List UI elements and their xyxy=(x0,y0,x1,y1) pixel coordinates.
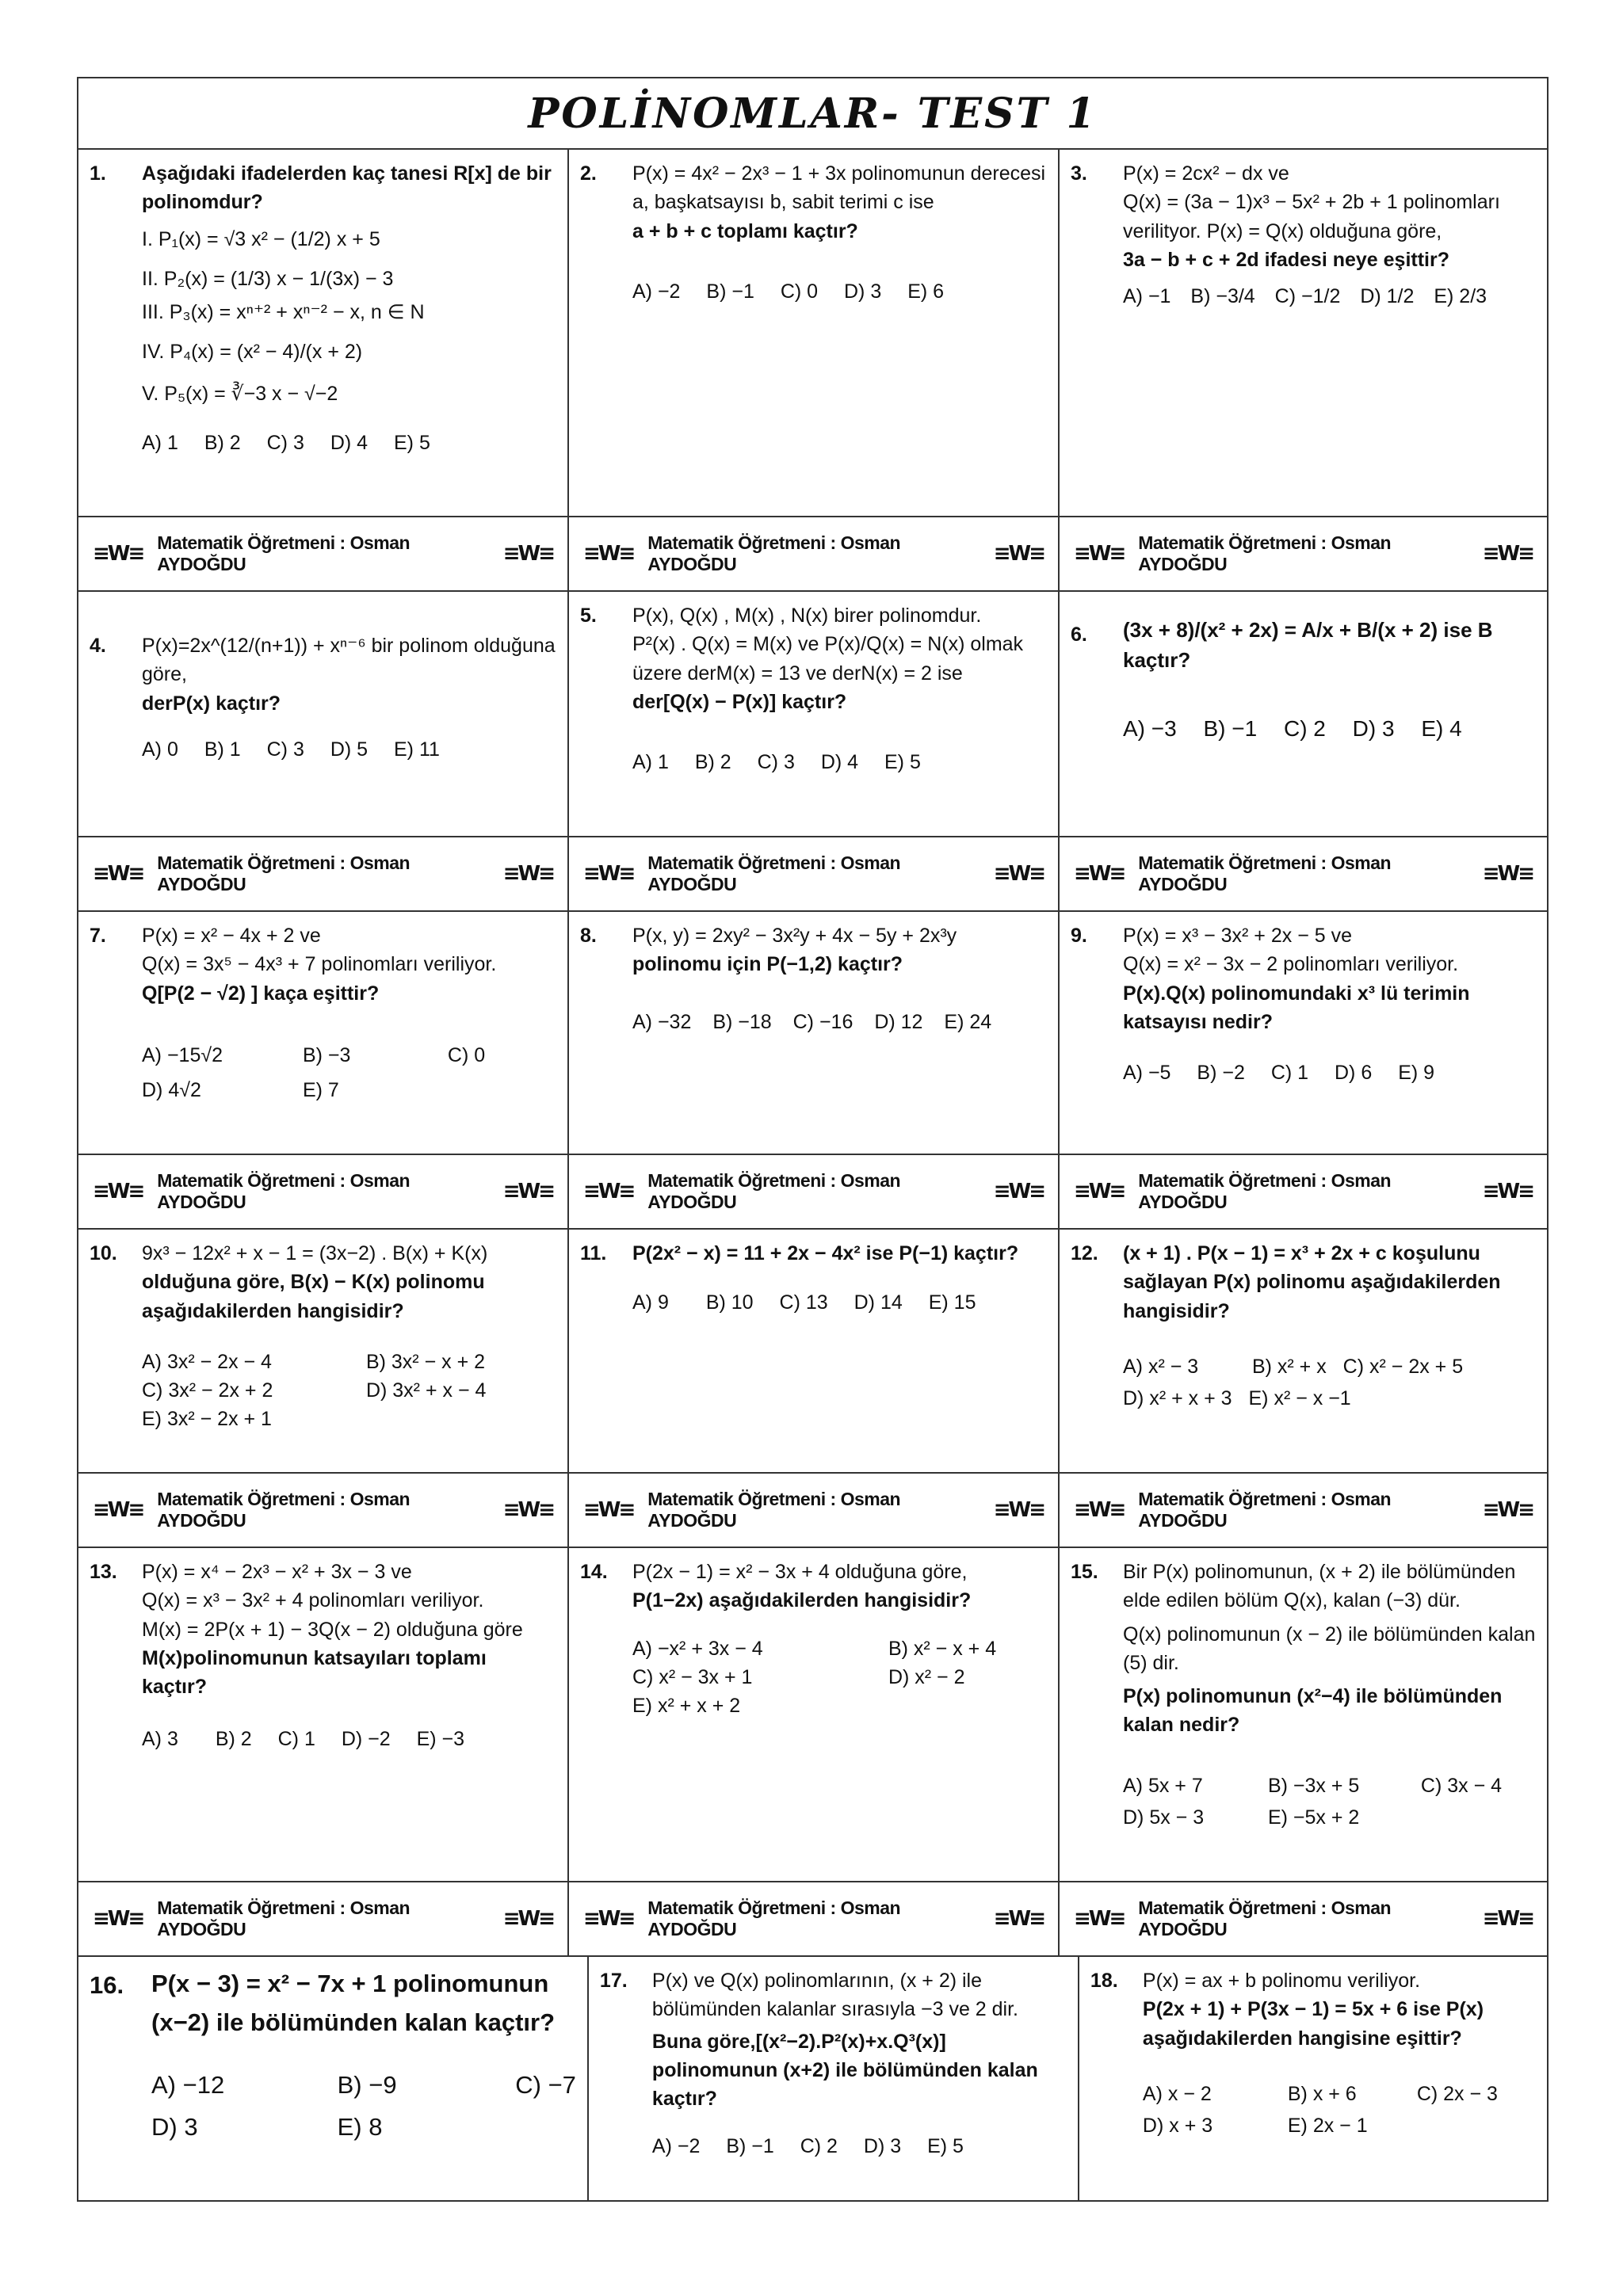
question-prompt: P(x).Q(x) polinomundaki x³ lü terimin katsayısı nedir? xyxy=(1123,982,1470,1033)
option-b[interactable]: B) −1 xyxy=(1203,716,1258,742)
wing-icon: ≡W≡ xyxy=(502,1907,553,1931)
wing-icon: ≡W≡ xyxy=(93,1180,143,1203)
question-text: P(x) = x³ − 3x² + 2x − 5 ve xyxy=(1123,925,1353,947)
option-b[interactable]: B) 2 xyxy=(204,431,241,454)
option-c[interactable]: C) 3x² − 2x + 2 xyxy=(142,1379,273,1402)
question-text: üzere derM(x) = 13 ve derN(x) = 2 ise xyxy=(632,662,963,685)
option-e[interactable]: E) 4 xyxy=(1421,716,1462,742)
option-c[interactable]: C) −1/2 xyxy=(1274,285,1341,307)
question-number: 1. xyxy=(90,162,106,185)
option-e[interactable]: E) 3x² − 2x + 1 xyxy=(142,1408,272,1431)
wing-icon: ≡W≡ xyxy=(1482,1907,1533,1931)
answer-options xyxy=(632,277,1047,306)
question-10 xyxy=(78,1230,569,1472)
option-e[interactable]: E) x² + x + 2 xyxy=(632,1695,741,1717)
expression-line: V. P₅(x) = ∛−3 x − √−2 xyxy=(142,382,338,405)
wing-icon: ≡W≡ xyxy=(1482,542,1533,566)
option-e[interactable]: E) 15 xyxy=(928,1291,976,1314)
option-c[interactable]: C) 1 xyxy=(1270,1062,1309,1084)
footer-cell xyxy=(1060,1474,1547,1547)
option-b[interactable]: B) 10 xyxy=(705,1291,754,1314)
option-d[interactable]: D) 12 xyxy=(874,1010,923,1033)
wing-icon: ≡W≡ xyxy=(993,1907,1044,1931)
question-prompt: P(x) polinomunun (x²−4) ile bölümünden kalan nedir? xyxy=(1123,1685,1503,1737)
footer-band-2 xyxy=(78,836,1547,912)
question-prompt: Q[P(2 − √2) ] kaça eşittir? xyxy=(142,982,380,1005)
wing-icon: ≡W≡ xyxy=(1074,1180,1125,1203)
question-9 xyxy=(1060,912,1547,1154)
option-b[interactable]: B) −3x + 5 xyxy=(1267,1774,1360,1797)
question-prompt: P(2x + 1) + P(3x − 1) = 5x + 6 ise P(x) aşağıdakilerden hangisine eşittir? xyxy=(1142,1998,1484,2050)
footer-band-3 xyxy=(78,1154,1547,1230)
answer-options xyxy=(632,1691,1047,1720)
footer-cell xyxy=(78,1155,569,1228)
wing-icon: ≡W≡ xyxy=(583,1180,634,1203)
footer-label: Matematik Öğretmeni : Osman AYDOĞDU xyxy=(157,532,411,574)
question-text: P(x) ve Q(x) polinomlarının, (x + 2) ile bölümünden kalanlar sırasıyla −3 ve 2 dir. xyxy=(651,1970,1018,2021)
expression-line: IV. P₄(x) = (x² − 4)/(x + 2) xyxy=(142,341,363,364)
question-number: 6. xyxy=(1071,624,1087,646)
answer-options xyxy=(632,1008,1047,1036)
option-d[interactable]: D) 3 xyxy=(1352,716,1395,742)
wing-icon: ≡W≡ xyxy=(1074,1498,1125,1522)
option-d[interactable]: D) 14 xyxy=(854,1291,903,1314)
answer-options xyxy=(1143,2111,1536,2140)
question-row-5 xyxy=(78,1548,1547,1881)
option-b[interactable]: B) 2 xyxy=(215,1728,252,1751)
option-d[interactable]: D) −2 xyxy=(341,1728,391,1751)
footer-label: Matematik Öğretmeni : Osman AYDOĞDU xyxy=(647,532,901,574)
question-11 xyxy=(569,1230,1060,1472)
answer-options xyxy=(1123,1058,1536,1087)
footer-label: Matematik Öğretmeni : Osman AYDOĞDU xyxy=(647,1489,901,1531)
wing-icon: ≡W≡ xyxy=(1074,862,1125,886)
question-number: 5. xyxy=(580,605,597,627)
question-text: M(x) = 2P(x + 1) − 3Q(x − 2) olduğuna göre xyxy=(142,1618,523,1641)
wing-icon: ≡W≡ xyxy=(583,862,634,886)
question-prompt: 3a − b + c + 2d ifadesi neye eşittir? xyxy=(1123,248,1449,271)
question-12 xyxy=(1060,1230,1547,1472)
wing-icon: ≡W≡ xyxy=(502,542,553,566)
option-b[interactable]: B) 1 xyxy=(204,738,241,761)
option-c[interactable]: C) 3 xyxy=(757,751,795,773)
question-text: P(2x − 1) = x² − 3x + 4 olduğuna göre, xyxy=(632,1561,968,1583)
option-d[interactable]: D) 3 xyxy=(844,280,882,303)
option-b[interactable]: B) 3x² − x + 2 xyxy=(365,1350,486,1373)
question-text: P²(x) . Q(x) = M(x) ve P(x)/Q(x) = N(x) olmak xyxy=(632,633,1024,656)
footer-band-5 xyxy=(78,1881,1547,1957)
answer-options xyxy=(142,1725,556,1753)
page-title: POLİNOMLAR- TEST 1 xyxy=(78,78,1547,150)
option-d[interactable]: D) 1/2 xyxy=(1360,285,1415,307)
option-b[interactable]: B) x² − x + 4 xyxy=(888,1637,997,1660)
wing-icon: ≡W≡ xyxy=(993,1498,1044,1522)
option-c[interactable]: C) −16 xyxy=(792,1010,854,1033)
footer-cell xyxy=(1060,1882,1547,1955)
wing-icon: ≡W≡ xyxy=(993,1180,1044,1203)
answer-options xyxy=(142,1405,556,1433)
wing-icon: ≡W≡ xyxy=(502,1180,553,1203)
option-e[interactable]: E) 24 xyxy=(944,1010,992,1033)
option-a[interactable]: A) 3 xyxy=(142,1728,178,1751)
answer-options xyxy=(1123,282,1536,311)
option-b[interactable]: B) x² + x xyxy=(1251,1355,1327,1378)
question-number: 3. xyxy=(1071,162,1087,185)
option-d[interactable]: D) 3x² + x − 4 xyxy=(365,1379,487,1402)
question-text: P(x) = x² − 4x + 2 ve xyxy=(142,925,321,947)
footer-cell xyxy=(78,837,569,910)
option-e[interactable]: E) 8 xyxy=(337,2112,383,2141)
answer-options xyxy=(142,1076,556,1104)
footer-label: Matematik Öğretmeni : Osman AYDOĞDU xyxy=(1138,1897,1392,1939)
option-d[interactable]: D) 4 xyxy=(820,751,859,773)
option-a[interactable]: A) 0 xyxy=(142,738,178,761)
question-prompt: der[Q(x) − P(x)] kaçtır? xyxy=(632,690,847,713)
question-text: P(x), Q(x) , M(x) , N(x) birer polinomdur. xyxy=(632,605,982,627)
question-prompt: a + b + c toplamı kaçtır? xyxy=(632,219,858,242)
option-a[interactable]: A) −32 xyxy=(632,1010,692,1033)
question-text: P(x)=2x^(12/(n+1)) + xⁿ⁻⁶ bir polinom olduğuna göre, xyxy=(142,635,556,686)
option-c[interactable]: C) 1 xyxy=(277,1728,315,1751)
question-text: Q(x) = x² − 3x − 2 polinomları veriliyor. xyxy=(1123,953,1459,976)
question-16 xyxy=(78,1957,589,2200)
option-d[interactable]: D) 3 xyxy=(151,2112,198,2141)
wing-icon: ≡W≡ xyxy=(502,1498,553,1522)
option-b[interactable]: B) −1 xyxy=(706,280,754,303)
option-a[interactable]: A) 9 xyxy=(632,1291,669,1314)
option-e[interactable]: E) 9 xyxy=(1398,1062,1435,1084)
question-row-6 xyxy=(78,1957,1547,2200)
option-a[interactable]: A) 5x + 7 xyxy=(1123,1774,1203,1797)
option-b[interactable]: B) x + 6 xyxy=(1287,2082,1357,2105)
footer-label: Matematik Öğretmeni : Osman AYDOĞDU xyxy=(647,852,901,894)
question-text: Q(x) = 3x⁵ − 4x³ + 7 polinomları veriliyor. xyxy=(142,953,497,976)
option-d[interactable]: D) 4√2 xyxy=(142,1079,201,1101)
wing-icon: ≡W≡ xyxy=(1074,542,1125,566)
option-b[interactable]: B) −1 xyxy=(726,2135,774,2158)
question-text: (3x + 8)/(x² + 2x) = A/x + B/(x + 2) ise B kaçtır? xyxy=(1123,618,1493,672)
footer-cell xyxy=(569,1155,1060,1228)
option-a[interactable]: A) −2 xyxy=(651,2135,701,2158)
wing-icon: ≡W≡ xyxy=(583,1907,634,1931)
question-number: 17. xyxy=(599,1970,628,1992)
answer-options xyxy=(1143,2080,1536,2108)
option-c[interactable]: C) −7 xyxy=(515,2070,576,2099)
answer-options xyxy=(1123,1803,1536,1832)
option-b[interactable]: B) −3 xyxy=(302,1043,351,1066)
wing-icon: ≡W≡ xyxy=(1482,1498,1533,1522)
footer-label: Matematik Öğretmeni : Osman AYDOĞDU xyxy=(1138,852,1392,894)
question-number: 2. xyxy=(580,162,597,185)
answer-options xyxy=(1123,1384,1536,1413)
question-18 xyxy=(1079,1957,1547,2200)
option-b[interactable]: B) −18 xyxy=(712,1010,772,1033)
footer-cell xyxy=(1060,1155,1547,1228)
option-c[interactable]: C) 2x − 3 xyxy=(1416,2082,1498,2105)
question-text: 9x³ − 12x² + x − 1 = (3x−2) . B(x) + K(x) xyxy=(142,1242,488,1264)
question-7 xyxy=(78,912,569,1154)
question-row-3 xyxy=(78,912,1547,1154)
footer-cell xyxy=(78,1882,569,1955)
option-e[interactable]: E) 7 xyxy=(302,1079,339,1101)
wing-icon: ≡W≡ xyxy=(93,862,143,886)
footer-label: Matematik Öğretmeni : Osman AYDOĞDU xyxy=(647,1897,901,1939)
expression-line: I. P₁(x) = √3 x² − (1/2) x + 5 xyxy=(142,227,380,250)
question-6 xyxy=(1060,592,1547,836)
expression-line: III. P₃(x) = xⁿ⁺² + xⁿ⁻² − x, n ∈ N xyxy=(142,301,425,323)
footer-cell xyxy=(569,517,1060,590)
question-number: 12. xyxy=(1071,1242,1098,1264)
option-b[interactable]: B) −9 xyxy=(337,2070,397,2099)
wing-icon: ≡W≡ xyxy=(993,862,1044,886)
question-number: 9. xyxy=(1071,925,1087,947)
answer-options xyxy=(142,429,556,457)
option-c[interactable]: C) 2 xyxy=(1283,716,1326,742)
option-e[interactable]: E) 5 xyxy=(394,431,430,454)
answer-options xyxy=(632,1663,1047,1691)
footer-band-1 xyxy=(78,516,1547,592)
question-number: 8. xyxy=(580,925,597,947)
option-d[interactable]: D) 5 xyxy=(330,738,369,761)
question-prompt: (x−2) ile bölümünden kalan kaçtır? xyxy=(151,2008,556,2036)
option-c[interactable]: C) 0 xyxy=(780,280,819,303)
question-14 xyxy=(569,1548,1060,1881)
answer-options xyxy=(142,1348,556,1376)
wing-icon: ≡W≡ xyxy=(1074,1907,1125,1931)
footer-band-4 xyxy=(78,1472,1547,1548)
footer-cell xyxy=(569,1474,1060,1547)
footer-label: Matematik Öğretmeni : Osman AYDOĞDU xyxy=(157,1489,411,1531)
footer-label: Matematik Öğretmeni : Osman AYDOĞDU xyxy=(647,1170,901,1212)
question-text: Bir P(x) polinomunun, (x + 2) ile bölümünden elde edilen bölüm Q(x), kalan (−3) dür. xyxy=(1123,1561,1516,1612)
question-number: 7. xyxy=(90,925,106,947)
option-c[interactable]: C) 13 xyxy=(779,1291,828,1314)
expression-line: II. P₂(x) = (1/3) x − 1/(3x) − 3 xyxy=(142,267,394,290)
wing-icon: ≡W≡ xyxy=(993,542,1044,566)
answer-options xyxy=(632,1288,1047,1317)
question-prompt: M(x)polinomunun katsayıları toplamı kaçtır? xyxy=(142,1646,487,1698)
option-e[interactable]: E) 6 xyxy=(907,280,945,303)
answer-options xyxy=(632,748,1047,776)
footer-label: Matematik Öğretmeni : Osman AYDOĞDU xyxy=(157,852,411,894)
option-a[interactable]: A) 1 xyxy=(632,751,669,773)
question-15 xyxy=(1060,1548,1547,1881)
question-prompt: Buna göre,[(x²−2).P²(x)+x.Q³(x)] polinomunun (x+2) ile bölümünden kalan kaçtır? xyxy=(651,2030,1038,2110)
option-a[interactable]: A) x − 2 xyxy=(1142,2082,1212,2105)
option-c[interactable]: C) x² − 2x + 5 xyxy=(1342,1355,1464,1378)
footer-label: Matematik Öğretmeni : Osman AYDOĞDU xyxy=(157,1170,411,1212)
option-b[interactable]: B) 2 xyxy=(694,751,731,773)
option-a[interactable]: A) −1 xyxy=(1123,285,1171,307)
question-text: P(x) = 2cx² − dx ve xyxy=(1123,162,1289,185)
question-13 xyxy=(78,1548,569,1881)
question-row-2 xyxy=(78,592,1547,836)
question-prompt: P(2x² − x) = 11 + 2x − 4x² ise P(−1) kaçtır? xyxy=(632,1242,1019,1264)
wing-icon: ≡W≡ xyxy=(502,862,553,886)
answer-options xyxy=(151,2068,576,2103)
wing-icon: ≡W≡ xyxy=(1482,862,1533,886)
question-text: P(x, y) = 2xy² − 3x²y + 4x − 5y + 2x³y xyxy=(632,925,957,947)
option-d[interactable]: D) x² + x + 3 xyxy=(1123,1387,1232,1409)
option-b[interactable]: B) −2 xyxy=(1197,1062,1245,1084)
footer-label: Matematik Öğretmeni : Osman AYDOĞDU xyxy=(1138,532,1392,574)
footer-cell xyxy=(1060,837,1547,910)
option-b[interactable]: B) −3/4 xyxy=(1190,285,1255,307)
option-d[interactable]: D) 5x − 3 xyxy=(1123,1806,1205,1829)
test-sheet xyxy=(77,77,1549,2202)
option-d[interactable]: D) 4 xyxy=(330,431,369,454)
question-text: P(x) = x⁴ − 2x³ − x² + 3x − 3 ve xyxy=(142,1561,412,1583)
answer-options xyxy=(151,2110,576,2145)
question-17 xyxy=(589,1957,1079,2200)
option-d[interactable]: D) x² − 2 xyxy=(888,1665,965,1688)
wing-icon: ≡W≡ xyxy=(583,542,634,566)
question-row-4 xyxy=(78,1230,1547,1472)
option-c[interactable]: C) 3 xyxy=(266,431,304,454)
question-number: 11. xyxy=(580,1242,607,1264)
answer-options xyxy=(1123,1772,1536,1800)
question-2 xyxy=(569,150,1060,516)
option-c[interactable]: C) 3 xyxy=(266,738,304,761)
option-e[interactable]: E) x² − x −1 xyxy=(1248,1387,1351,1409)
answer-options xyxy=(1123,713,1536,746)
answer-options xyxy=(1123,1352,1536,1381)
question-3 xyxy=(1060,150,1547,516)
option-c[interactable]: C) x² − 3x + 1 xyxy=(632,1665,753,1688)
footer-cell xyxy=(78,517,569,590)
wing-icon: ≡W≡ xyxy=(93,542,143,566)
question-4 xyxy=(78,592,569,836)
question-row-1 xyxy=(78,150,1547,516)
option-a[interactable]: A) −x² + 3x − 4 xyxy=(632,1637,763,1660)
option-a[interactable]: A) −5 xyxy=(1123,1062,1171,1084)
question-number: 15. xyxy=(1071,1561,1098,1583)
option-a[interactable]: A) x² − 3 xyxy=(1123,1355,1199,1378)
option-c[interactable]: C) 0 xyxy=(447,1043,486,1066)
question-text: P(x) = 4x² − 2x³ − 1 + 3x polinomunun derecesi a, başkatsayısı b, sabit terimi c ise xyxy=(632,162,1046,214)
option-a[interactable]: A) −3 xyxy=(1123,716,1177,742)
option-a[interactable]: A) −2 xyxy=(632,280,681,303)
option-d[interactable]: D) 3 xyxy=(863,2135,902,2158)
option-c[interactable]: C) 3x − 4 xyxy=(1420,1774,1503,1797)
option-e[interactable]: E) 11 xyxy=(394,738,440,761)
question-text: Q(x) polinomunun (x − 2) ile bölümünden kalan (5) dir. xyxy=(1123,1623,1536,1674)
question-1 xyxy=(78,150,569,516)
option-e[interactable]: E) 2x − 1 xyxy=(1287,2115,1368,2137)
question-prompt: derP(x) kaçtır? xyxy=(142,692,281,715)
wing-icon: ≡W≡ xyxy=(1482,1180,1533,1203)
wing-icon: ≡W≡ xyxy=(93,1498,143,1522)
question-number: 10. xyxy=(90,1242,117,1264)
option-a[interactable]: A) −12 xyxy=(151,2070,225,2099)
question-prompt: polinomu için P(−1,2) kaçtır? xyxy=(632,953,903,976)
answer-options xyxy=(142,1376,556,1405)
option-e[interactable]: E) 5 xyxy=(884,751,921,773)
answer-options xyxy=(142,735,556,764)
footer-cell xyxy=(78,1474,569,1547)
question-8 xyxy=(569,912,1060,1154)
question-5 xyxy=(569,592,1060,836)
option-e[interactable]: E) 2/3 xyxy=(1434,285,1487,307)
question-number: 13. xyxy=(90,1561,117,1583)
option-a[interactable]: A) 3x² − 2x − 4 xyxy=(142,1350,272,1373)
wing-icon: ≡W≡ xyxy=(583,1498,634,1522)
question-number: 4. xyxy=(90,635,106,657)
option-e[interactable]: E) −5x + 2 xyxy=(1267,1806,1360,1829)
question-text: Q(x) = x³ − 3x² + 4 polinomları veriliyor. xyxy=(142,1589,484,1612)
question-prompt: P(1−2x) aşağıdakilerden hangisidir? xyxy=(632,1589,972,1612)
option-a[interactable]: A) 1 xyxy=(142,431,178,454)
option-d[interactable]: D) 6 xyxy=(1335,1062,1373,1084)
answer-options xyxy=(632,1634,1047,1663)
footer-cell xyxy=(569,837,1060,910)
question-number: 18. xyxy=(1090,1970,1118,1992)
footer-label: Matematik Öğretmeni : Osman AYDOĞDU xyxy=(157,1897,411,1939)
option-e[interactable]: E) −3 xyxy=(416,1728,465,1751)
option-a[interactable]: A) −15√2 xyxy=(142,1043,223,1066)
answer-options xyxy=(652,2132,1067,2161)
footer-cell xyxy=(1060,517,1547,590)
option-d[interactable]: D) x + 3 xyxy=(1142,2115,1213,2137)
answer-options xyxy=(142,1041,556,1070)
option-e[interactable]: E) 5 xyxy=(927,2135,964,2158)
footer-label: Matematik Öğretmeni : Osman AYDOĞDU xyxy=(1138,1170,1392,1212)
question-text: Aşağıdaki ifadelerden kaç tanesi R[x] de bir polinomdur? xyxy=(142,162,552,214)
question-prompt: olduğuna göre, B(x) − K(x) polinomu aşağıdakilerden hangisidir? xyxy=(142,1271,485,1322)
question-text: Q(x) = (3a − 1)x³ − 5x² + 2b + 1 polinomları verilityor. P(x) = Q(x) olduğuna göre, xyxy=(1123,191,1500,242)
footer-label: Matematik Öğretmeni : Osman AYDOĞDU xyxy=(1138,1489,1392,1531)
question-number: 16. xyxy=(90,1971,124,1999)
question-prompt: P(x − 3) = x² − 7x + 1 polinomunun xyxy=(151,1970,549,1997)
option-c[interactable]: C) 2 xyxy=(800,2135,838,2158)
question-prompt: (x + 1) . P(x − 1) = x³ + 2x + c koşulunu sağlayan P(x) polinomu aşağıdakilerden hangisidir? xyxy=(1123,1242,1501,1322)
footer-cell xyxy=(569,1882,1060,1955)
question-number: 14. xyxy=(580,1561,608,1583)
question-text: P(x) = ax + b polinomu veriliyor. xyxy=(1142,1970,1421,1992)
wing-icon: ≡W≡ xyxy=(93,1907,143,1931)
